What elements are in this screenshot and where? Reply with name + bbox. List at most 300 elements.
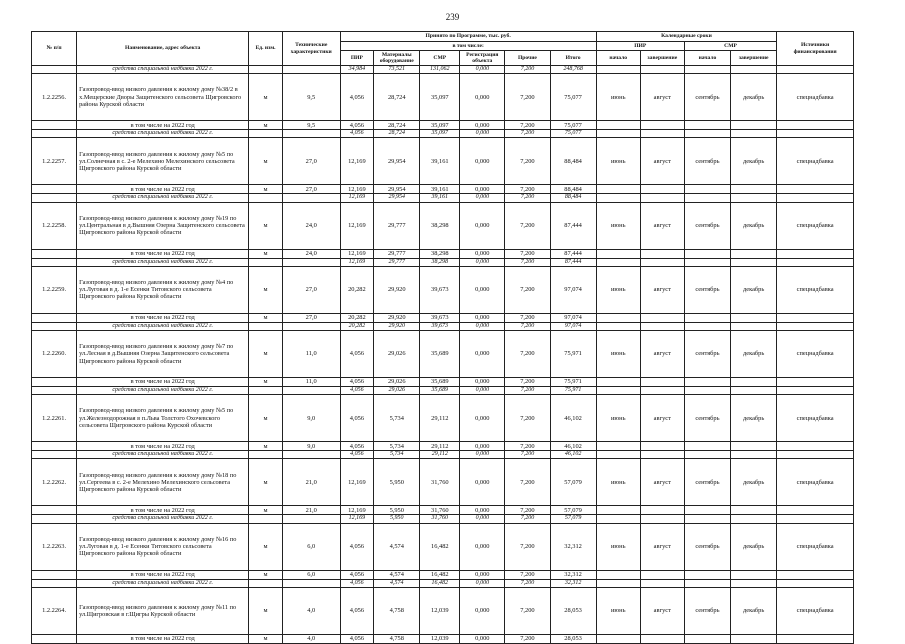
cell-total: 57,079 — [550, 506, 596, 515]
cell-unit: м — [249, 121, 283, 130]
program-table — [31, 31, 854, 644]
cell-smr: 39,673 — [420, 266, 460, 313]
header-calendar: Календарные сроки — [596, 32, 777, 42]
surcharge-row — [32, 258, 854, 266]
object-name: Газопровод-ввод низкого давления к жилому дому №5 по ул.Солнечная в с. 2-е Мелехино Мелехинского сельсовета Щигровского района Курской области — [77, 138, 249, 185]
cell-materials: 29,954 — [374, 185, 420, 194]
cell-pir: 4,056 — [340, 442, 374, 451]
cell-smr: 12,039 — [420, 634, 460, 643]
cell-unit: м — [249, 459, 283, 506]
sub-row-label: средства специальной надбавки 2022 г. — [77, 579, 249, 587]
cell-unit: м — [249, 634, 283, 643]
cell-total: 75,077 — [550, 130, 596, 138]
year-total-row — [32, 185, 854, 194]
cell-registration: 0,000 — [460, 378, 505, 387]
cell-unit: м — [249, 185, 283, 194]
cell-registration: 0,000 — [460, 138, 505, 185]
cell-other: 7,200 — [505, 506, 550, 515]
cell-smr: 31,760 — [420, 515, 460, 523]
year-total-label: в том числе на 2022 год — [77, 570, 249, 579]
cell-unit: м — [249, 587, 283, 634]
cell-registration: 0,000 — [460, 313, 505, 322]
cell-smr-start: сентябрь — [684, 523, 730, 570]
cell-tech: 6,0 — [282, 570, 340, 579]
cell-unit: м — [249, 570, 283, 579]
cell-pir-end: август — [640, 331, 684, 378]
cell-pir: 20,282 — [340, 313, 374, 322]
cell-smr: 29,112 — [420, 442, 460, 451]
cell-pir: 12,169 — [340, 249, 374, 258]
cell-source: спецнадбавка — [777, 523, 854, 570]
cell-registration: 0,000 — [460, 570, 505, 579]
row-number: 1.2.2260. — [32, 331, 77, 378]
row-number: 1.2.2263. — [32, 523, 77, 570]
cell-registration: 0,000 — [460, 523, 505, 570]
cell-materials: 29,026 — [374, 387, 420, 395]
cell-other: 7,200 — [505, 121, 550, 130]
cell-total: 75,077 — [550, 74, 596, 121]
cell-unit: м — [249, 395, 283, 442]
cell-smr-start: сентябрь — [684, 331, 730, 378]
cell-smr-end: декабрь — [731, 138, 777, 185]
cell-registration: 0,000 — [460, 387, 505, 395]
surcharge-row — [32, 322, 854, 330]
cell-smr-end: декабрь — [731, 74, 777, 121]
table-row — [32, 74, 854, 121]
cell-unit: м — [249, 331, 283, 378]
cell-pir-end: август — [640, 202, 684, 249]
cell-total: 32,312 — [550, 570, 596, 579]
cell-materials: 29,777 — [374, 202, 420, 249]
cell-pir: 4,056 — [340, 387, 374, 395]
cell-unit: м — [249, 506, 283, 515]
cell-other: 7,200 — [505, 74, 550, 121]
cell-total: 97,074 — [550, 322, 596, 330]
header-pir: ПИР — [340, 51, 374, 66]
cell-total: 88,484 — [550, 138, 596, 185]
cell-total: 28,053 — [550, 587, 596, 634]
cell-smr-end: декабрь — [731, 459, 777, 506]
year-total-label: в том числе на 2022 год — [77, 506, 249, 515]
cell-unit: м — [249, 138, 283, 185]
year-total-label: в том числе на 2022 год — [77, 185, 249, 194]
cell-pir: 12,169 — [340, 506, 374, 515]
table-row — [32, 523, 854, 570]
cell-pir: 4,056 — [340, 121, 374, 130]
object-name: Газопровод-ввод низкого давления к жилому дому №18 по ул.Сергеева в с. 2-е Мелехино Мелехинского сельсовета Щигровского района Курской области — [77, 459, 249, 506]
year-total-label: в том числе на 2022 год — [77, 378, 249, 387]
cell-pir-start: июнь — [596, 395, 640, 442]
row-number: 1.2.2257. — [32, 138, 77, 185]
top-sub-row — [32, 66, 854, 74]
cell-total: 88,484 — [550, 194, 596, 202]
cell-other: 7,200 — [505, 634, 550, 643]
table-row — [32, 459, 854, 506]
cell-materials: 4,574 — [374, 570, 420, 579]
cell-source: спецнадбавка — [777, 138, 854, 185]
cell-other: 7,200 — [505, 570, 550, 579]
year-total-row — [32, 121, 854, 130]
cell-pir-start: июнь — [596, 202, 640, 249]
cell-pir: 12,169 — [340, 194, 374, 202]
table-row — [32, 587, 854, 634]
header-smr: СМР — [420, 51, 460, 66]
cell-smr: 35,689 — [420, 387, 460, 395]
cell-smr: 39,161 — [420, 185, 460, 194]
year-total-label: в том числе на 2022 год — [77, 442, 249, 451]
header-cal-pir: ПИР — [596, 42, 684, 51]
table-body — [32, 66, 854, 644]
cell-source: спецнадбавка — [777, 202, 854, 249]
cell-tech: 27,0 — [282, 185, 340, 194]
year-total-row — [32, 570, 854, 579]
cell-other: 7,200 — [505, 523, 550, 570]
header-cal-smr: СМР — [684, 42, 776, 51]
cell-registration: 0,000 — [460, 66, 505, 74]
cell-total: 97,074 — [550, 266, 596, 313]
cell-tech: 9,0 — [282, 442, 340, 451]
sub-row-label: средства специальной надбавки 2022 г. — [77, 322, 249, 330]
cell-materials: 29,777 — [374, 249, 420, 258]
cell-pir: 4,056 — [340, 130, 374, 138]
table-row — [32, 331, 854, 378]
cell-materials: 28,724 — [374, 130, 420, 138]
cell-registration: 0,000 — [460, 266, 505, 313]
cell-other: 7,200 — [505, 313, 550, 322]
cell-smr: 35,097 — [420, 74, 460, 121]
cell-pir: 4,056 — [340, 378, 374, 387]
cell-tech: 21,0 — [282, 506, 340, 515]
cell-total: 46,102 — [550, 442, 596, 451]
cell-pir-start: июнь — [596, 523, 640, 570]
row-number: 1.2.2259. — [32, 266, 77, 313]
cell-tech: 27,0 — [282, 313, 340, 322]
row-number: 1.2.2262. — [32, 459, 77, 506]
header-pir-end: завершение — [640, 51, 684, 66]
cell-materials: 5,734 — [374, 451, 420, 459]
cell-materials: 29,954 — [374, 194, 420, 202]
cell-materials: 5,950 — [374, 506, 420, 515]
cell-unit: м — [249, 378, 283, 387]
cell-other: 7,200 — [505, 138, 550, 185]
cell-pir-end: август — [640, 74, 684, 121]
cell-source: спецнадбавка — [777, 395, 854, 442]
cell-source: спецнадбавка — [777, 74, 854, 121]
surcharge-row — [32, 387, 854, 395]
cell-other: 7,200 — [505, 202, 550, 249]
cell-pir: 12,169 — [340, 515, 374, 523]
year-total-label: в том числе на 2022 год — [77, 313, 249, 322]
cell-materials: 4,758 — [374, 587, 420, 634]
cell-smr-start: сентябрь — [684, 74, 730, 121]
cell-smr: 38,298 — [420, 258, 460, 266]
cell-total: 75,077 — [550, 121, 596, 130]
cell-smr-start: сентябрь — [684, 395, 730, 442]
header-name: Наименование, адрес объекта — [77, 32, 249, 66]
sub-row-label: средства специальной надбавки 2022 г. — [77, 194, 249, 202]
sub-row-label: средства специальной надбавки 2022 г. — [77, 515, 249, 523]
cell-smr-start: сентябрь — [684, 266, 730, 313]
cell-smr: 39,161 — [420, 138, 460, 185]
cell-total: 87,444 — [550, 258, 596, 266]
cell-other: 7,200 — [505, 249, 550, 258]
cell-smr-end: декабрь — [731, 266, 777, 313]
table-row — [32, 138, 854, 185]
cell-source: спецнадбавка — [777, 459, 854, 506]
cell-smr: 38,298 — [420, 202, 460, 249]
cell-materials: 28,724 — [374, 74, 420, 121]
cell-tech: 11,0 — [282, 331, 340, 378]
cell-smr: 29,112 — [420, 395, 460, 442]
cell-tech: 27,0 — [282, 266, 340, 313]
table-row — [32, 202, 854, 249]
cell-pir: 4,056 — [340, 634, 374, 643]
cell-smr: 39,673 — [420, 313, 460, 322]
cell-smr-end: декабрь — [731, 523, 777, 570]
cell-source: спецнадбавка — [777, 331, 854, 378]
cell-pir: 4,056 — [340, 579, 374, 587]
cell-pir: 4,056 — [340, 570, 374, 579]
cell-total: 28,053 — [550, 634, 596, 643]
cell-materials: 28,724 — [374, 121, 420, 130]
cell-other: 7,200 — [505, 579, 550, 587]
header-tech: Технические характеристики — [282, 32, 340, 66]
cell-pir-end: август — [640, 523, 684, 570]
cell-smr-end: декабрь — [731, 202, 777, 249]
cell-smr: 16,482 — [420, 523, 460, 570]
cell-unit: м — [249, 523, 283, 570]
cell-other: 7,200 — [505, 185, 550, 194]
cell-materials: 4,574 — [374, 579, 420, 587]
cell-other: 7,200 — [505, 451, 550, 459]
year-total-row — [32, 442, 854, 451]
cell-smr-end: декабрь — [731, 395, 777, 442]
cell-registration: 0,000 — [460, 459, 505, 506]
header-total: Итого — [550, 51, 596, 66]
header-other: Прочие — [505, 51, 550, 66]
cell-pir: 12,169 — [340, 459, 374, 506]
cell-smr-start: сентябрь — [684, 138, 730, 185]
cell-pir-end: август — [640, 138, 684, 185]
cell-pir-start: июнь — [596, 331, 640, 378]
cell-tech: 11,0 — [282, 378, 340, 387]
cell-registration: 0,000 — [460, 194, 505, 202]
cell-registration: 0,000 — [460, 451, 505, 459]
header-source: Источники финансирования — [777, 32, 854, 66]
cell-materials: 5,734 — [374, 395, 420, 442]
object-name: Газопровод-ввод низкого давления к жилому дому №4 по ул.Луговая в д. 1-е Есенки Титовского сельсовета Щигровского района Курской области — [77, 266, 249, 313]
cell-pir: 4,056 — [340, 74, 374, 121]
cell-pir: 4,056 — [340, 523, 374, 570]
cell-materials: 4,574 — [374, 523, 420, 570]
cell-total: 248,768 — [550, 66, 596, 74]
cell-smr: 35,097 — [420, 121, 460, 130]
cell-other: 7,200 — [505, 266, 550, 313]
cell-smr: 35,097 — [420, 130, 460, 138]
year-total-row — [32, 313, 854, 322]
cell-pir-start: июнь — [596, 138, 640, 185]
cell-registration: 0,000 — [460, 202, 505, 249]
page-number: 239 — [445, 12, 460, 22]
cell-registration: 0,000 — [460, 322, 505, 330]
surcharge-row — [32, 579, 854, 587]
header-pir-start: начало — [596, 51, 640, 66]
cell-smr: 38,298 — [420, 249, 460, 258]
cell-registration: 0,000 — [460, 249, 505, 258]
cell-registration: 0,000 — [460, 587, 505, 634]
cell-source: спецнадбавка — [777, 266, 854, 313]
cell-materials: 29,920 — [374, 322, 420, 330]
cell-pir: 4,056 — [340, 395, 374, 442]
cell-pir: 4,056 — [340, 331, 374, 378]
cell-unit: м — [249, 202, 283, 249]
cell-materials: 29,026 — [374, 331, 420, 378]
cell-smr: 131,062 — [420, 66, 460, 74]
cell-registration: 0,000 — [460, 74, 505, 121]
cell-smr-start: сентябрь — [684, 459, 730, 506]
cell-total: 32,312 — [550, 579, 596, 587]
year-total-label: в том числе на 2022 год — [77, 249, 249, 258]
cell-smr: 16,482 — [420, 579, 460, 587]
cell-smr: 16,482 — [420, 570, 460, 579]
cell-other: 7,200 — [505, 322, 550, 330]
cell-other: 7,200 — [505, 194, 550, 202]
row-number: 1.2.2258. — [32, 202, 77, 249]
cell-tech: 24,0 — [282, 249, 340, 258]
cell-unit: м — [249, 249, 283, 258]
table-row — [32, 266, 854, 313]
cell-other: 7,200 — [505, 395, 550, 442]
cell-pir: 12,169 — [340, 185, 374, 194]
row-number: 1.2.2264. — [32, 587, 77, 634]
cell-total: 57,079 — [550, 459, 596, 506]
cell-registration: 0,000 — [460, 121, 505, 130]
cell-total: 32,312 — [550, 523, 596, 570]
cell-smr: 39,161 — [420, 194, 460, 202]
cell-other: 7,200 — [505, 387, 550, 395]
cell-total: 46,102 — [550, 395, 596, 442]
cell-pir: 20,282 — [340, 266, 374, 313]
cell-materials: 29,954 — [374, 138, 420, 185]
cell-registration: 0,000 — [460, 442, 505, 451]
cell-registration: 0,000 — [460, 579, 505, 587]
row-number: 1.2.2261. — [32, 395, 77, 442]
cell-other: 7,200 — [505, 66, 550, 74]
cell-smr-end: декабрь — [731, 331, 777, 378]
cell-pir-end: август — [640, 459, 684, 506]
cell-materials: 29,920 — [374, 266, 420, 313]
sub-row-label: средства специальной надбавки 2022 г. — [77, 130, 249, 138]
cell-smr-start: сентябрь — [684, 202, 730, 249]
year-total-row — [32, 249, 854, 258]
cell-total: 97,074 — [550, 313, 596, 322]
cell-pir-end: август — [640, 395, 684, 442]
cell-tech: 9,0 — [282, 395, 340, 442]
cell-smr-start: сентябрь — [684, 587, 730, 634]
sub-row-label: средства специальной надбавки 2022 г. — [77, 66, 249, 74]
cell-materials: 29,026 — [374, 378, 420, 387]
cell-unit: м — [249, 442, 283, 451]
cell-tech: 27,0 — [282, 138, 340, 185]
cell-other: 7,200 — [505, 258, 550, 266]
header-smr-end: завершение — [731, 51, 777, 66]
cell-pir: 12,169 — [340, 202, 374, 249]
year-total-row — [32, 378, 854, 387]
table-row — [32, 395, 854, 442]
cell-tech: 4,0 — [282, 634, 340, 643]
cell-pir-end: август — [640, 266, 684, 313]
cell-smr: 35,689 — [420, 331, 460, 378]
cell-pir-start: июнь — [596, 266, 640, 313]
cell-registration: 0,000 — [460, 515, 505, 523]
cell-pir-start: июнь — [596, 459, 640, 506]
cell-other: 7,200 — [505, 587, 550, 634]
object-name: Газопровод-ввод низкого давления к жилому дому №7 по ул.Лесная в д.Вышняя Озерна Защитенского сельсовета Щигровского района Курской области — [77, 331, 249, 378]
object-name: Газопровод-ввод низкого давления к жилому дому №16 по ул.Луговая в д. 1-е Есенки Титовского сельсовета Щигровского района Курской области — [77, 523, 249, 570]
cell-unit: м — [249, 313, 283, 322]
year-total-label: в том числе на 2022 год — [77, 121, 249, 130]
cell-unit: м — [249, 266, 283, 313]
object-name: Газопровод-ввод низкого давления к жилому дому №5 по ул.Железнодорожная в п.Льва Толстого Охочевского сельсовета Щигровского района Курской области — [77, 395, 249, 442]
cell-total: 75,971 — [550, 378, 596, 387]
cell-materials: 5,950 — [374, 515, 420, 523]
cell-other: 7,200 — [505, 515, 550, 523]
cell-total: 75,971 — [550, 387, 596, 395]
sub-row-label: средства специальной надбавки 2022 г. — [77, 451, 249, 459]
object-name: Газопровод-ввод низкого давления к жилому дому №19 по ул.Центральная в д.Вышняя Озерна Защитенского сельсовета Щигровского района Курской области — [77, 202, 249, 249]
sub-row-label: средства специальной надбавки 2022 г. — [77, 258, 249, 266]
cell-pir-start: июнь — [596, 587, 640, 634]
cell-registration: 0,000 — [460, 395, 505, 442]
cell-source: спецнадбавка — [777, 587, 854, 634]
cell-tech: 24,0 — [282, 202, 340, 249]
year-total-row — [32, 634, 854, 643]
cell-materials: 5,734 — [374, 442, 420, 451]
cell-tech: 9,5 — [282, 121, 340, 130]
cell-registration: 0,000 — [460, 258, 505, 266]
cell-pir: 20,282 — [340, 322, 374, 330]
sub-row-label: средства специальной надбавки 2022 г. — [77, 387, 249, 395]
header-unit: Ед. изм. — [249, 32, 283, 66]
cell-pir-start: июнь — [596, 74, 640, 121]
cell-total: 75,971 — [550, 331, 596, 378]
header-in-that: в том числе: — [340, 42, 596, 51]
cell-pir: 12,169 — [340, 138, 374, 185]
cell-pir: 4,056 — [340, 587, 374, 634]
cell-materials: 4,758 — [374, 634, 420, 643]
cell-smr: 12,039 — [420, 587, 460, 634]
header-num: № п/п — [32, 32, 77, 66]
cell-pir: 12,169 — [340, 258, 374, 266]
cell-pir: 34,984 — [340, 66, 374, 74]
cell-materials: 73,521 — [374, 66, 420, 74]
cell-tech: 9,5 — [282, 74, 340, 121]
cell-other: 7,200 — [505, 378, 550, 387]
cell-pir-end: август — [640, 587, 684, 634]
cell-registration: 0,000 — [460, 331, 505, 378]
cell-smr: 35,689 — [420, 378, 460, 387]
year-total-label: в том числе на 2022 год — [77, 634, 249, 643]
cell-tech: 6,0 — [282, 523, 340, 570]
cell-total: 88,484 — [550, 185, 596, 194]
cell-total: 57,079 — [550, 515, 596, 523]
row-number: 1.2.2256. — [32, 74, 77, 121]
cell-smr-end: декабрь — [731, 587, 777, 634]
cell-total: 87,444 — [550, 202, 596, 249]
cell-smr: 31,760 — [420, 459, 460, 506]
cell-total: 46,102 — [550, 451, 596, 459]
header-materials: Материалы оборудование — [374, 51, 420, 66]
